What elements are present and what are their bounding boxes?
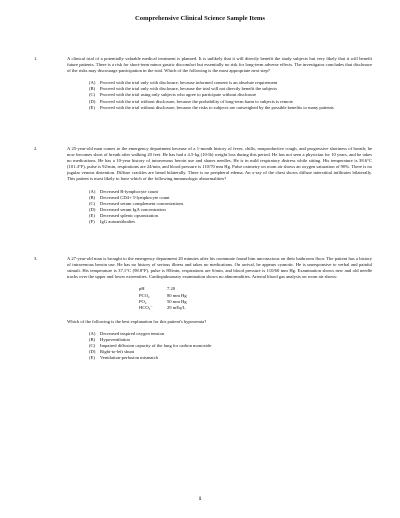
answer-option: (F) IgG autoantibodies bbox=[89, 219, 136, 225]
lab-row: pH 7.20 bbox=[139, 286, 176, 292]
lab-row: PCO₂ 80 mm Hg bbox=[139, 292, 187, 298]
answer-option: (A) Proceed with the trial only with disclosure, because informed consent is an absolute requirement bbox=[89, 80, 278, 86]
answer-option: (C) Decreased serum complement concentrations bbox=[89, 200, 184, 206]
answer-option: (E) Proceed with the trial without disclosure, because the risks to subjects are outweighed by the possible benefits to many patients bbox=[89, 104, 334, 110]
answer-options bbox=[89, 80, 372, 110]
answer-option: (A) Decreased inspired oxygen tension bbox=[89, 330, 165, 336]
answer-option: (E) Decreased splenic opsonization bbox=[89, 212, 158, 218]
answer-option: (D) Proceed with the trial without disclosure, because the probability of long-term harm to subjects is remote bbox=[89, 98, 293, 104]
question-lead: Which of the following is the best explanation for this patient's hypoxemia? bbox=[67, 318, 207, 324]
question-stem: A 25-year-old man comes to the emergency department because of a 1-month history of fever, chills, nonproductive cough, and progressive shortness of breath; he now becomes short of breath after walking 20 feet. He has had a 4.5-kg (10-lb) weight loss during this period. He has not seen a physician for 10 years, and he takes no medications. He has a 10-year history of intravenous heroin use and shares needles. He is in mild respiratory distress while sitting. His temperature is 38.6°C (101.4°F), pulse is 92/min, respirations are 24/min, and blood pressure is 110/70 mm Hg. Pulse oximetry on room air shows an oxygen saturation of 90%. There is no jugular venous distention. Diffuse crackles are heard bilaterally. There is no peripheral edema. An x-ray of the chest shows diffuse interstitial infiltrates bilaterally. This patient is most likely to have which of the following immunologic abnormalities? bbox=[67, 146, 372, 182]
question-number: 3. bbox=[34, 256, 38, 261]
page-number: 1 bbox=[198, 496, 202, 502]
answer-option: (C) Proceed with the trial using only subjects who agree to participate without disclosure bbox=[89, 92, 257, 98]
question-2 bbox=[34, 146, 372, 225]
answer-option: (A) Decreased B-lymphocyte count bbox=[89, 188, 158, 194]
question-3 bbox=[34, 256, 372, 361]
answer-options bbox=[89, 331, 372, 361]
lab-values-table bbox=[139, 286, 372, 311]
question-stem: A clinical trial of a potentially valuable medical treatment is planned. It is unlikely that it will directly benefit the study subjects but very likely that it will benefit future patients. There is a risk for short-term minor gastric discomfort but essentially no risk for long-term adverse effects. The investigator concludes that disclosure of the risks may discourage participation in the trial. Which of the following is the most appropriate next step? bbox=[67, 56, 372, 74]
answer-option: (E) Ventilation-perfusion mismatch bbox=[89, 355, 159, 361]
answer-option: (B) Hypoventilation bbox=[89, 336, 130, 342]
answer-option: (C) Impaired diffusion capacity of the lung for carbon monoxide bbox=[89, 342, 212, 348]
answer-option: (D) Decreased serum IgA concentration bbox=[89, 206, 166, 212]
question-number: 2. bbox=[34, 146, 38, 151]
answer-option: (D) Right-to-left shunt bbox=[89, 348, 135, 354]
answer-option: (B) Decreased CD4+ T-lymphocyte count bbox=[89, 194, 170, 200]
lab-row: PO₂ 50 mm Hg bbox=[139, 298, 187, 304]
answer-options bbox=[89, 189, 372, 226]
answer-option: (B) Proceed with the trial only with disclosure, because the trial will not directly benefit the subjects bbox=[89, 86, 278, 92]
lab-row: HCO₃⁻ 29 mEq/L bbox=[139, 305, 186, 311]
page-title: Comprehensive Clinical Science Sample Items bbox=[135, 15, 265, 22]
question-stem: A 27-year-old man is brought to the emergency department 20 minutes after his roommate found him unconscious on their bathroom floor. The patient has a history of intravenous heroin use. He has no history of serious illness and takes no medications. On arrival, he appears cyanotic. He is unresponsive to verbal and painful stimuli. His temperature is 37.1°C (98.8°F), pulse is 80/min, respirations are 6/min, and blood pressure is 110/60 mm Hg. Examination shows new and old needle tracks over the upper and lower extremities. Cardiopulmonary examination shows no abnormalities. Arterial blood gas analysis on room air shows: bbox=[67, 256, 372, 280]
question-1 bbox=[34, 56, 372, 111]
question-number: 1. bbox=[34, 56, 38, 61]
